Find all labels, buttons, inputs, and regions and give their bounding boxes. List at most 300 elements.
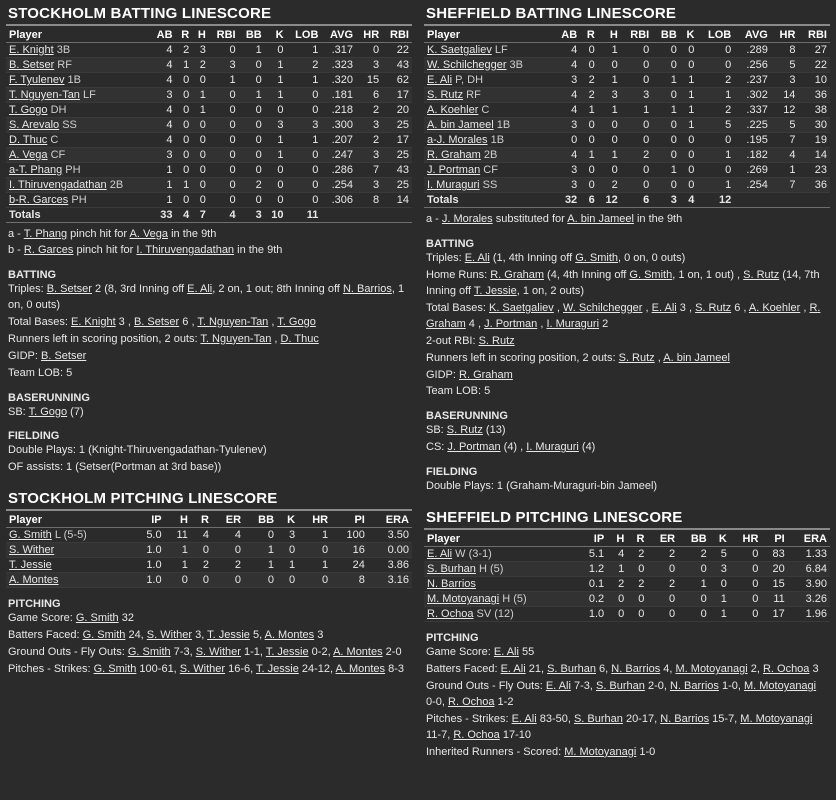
stat-cell: 2 [647, 547, 678, 562]
stat-cell: 0 [192, 148, 209, 163]
table-header-row [424, 532, 830, 547]
player-cell [424, 103, 553, 118]
column-header-player: Player [424, 532, 576, 547]
table-row[interactable] [424, 547, 830, 562]
table-row[interactable] [424, 43, 830, 58]
stat-cell: 1 [244, 543, 277, 558]
column-header-er: ER [212, 513, 244, 528]
column-header-player: Player [6, 513, 132, 528]
stockholm-pitching-table [6, 513, 412, 588]
stat-cell: 0 [192, 118, 209, 133]
player-cell [424, 178, 553, 193]
table-row[interactable] [6, 118, 412, 133]
stat-cell: 17 [382, 88, 412, 103]
stockholm-batting-panel [0, 4, 418, 476]
table-row[interactable] [424, 592, 830, 607]
detail-line: Game Score: E. Ali 55 [426, 646, 535, 659]
stat-cell: 11 [165, 528, 191, 543]
table-row[interactable] [424, 577, 830, 592]
column-header-lob: LOB [697, 28, 734, 43]
table-row[interactable] [6, 73, 412, 88]
table-row[interactable] [6, 193, 412, 208]
stat-cell: 0 [652, 178, 680, 193]
column-header-h: H [165, 513, 191, 528]
detail-line: Team LOB: 5 [426, 385, 491, 398]
stat-cell: 23 [798, 163, 830, 178]
player-position: PH [62, 164, 81, 176]
stat-cell: 1 [697, 88, 734, 103]
player-cell [6, 163, 149, 178]
stat-cell: 0 [598, 58, 621, 73]
column-header-avg: AVG [321, 28, 356, 43]
column-header-hr: HR [730, 532, 762, 547]
stat-cell: 2 [191, 558, 212, 573]
stat-cell: 0 [580, 118, 598, 133]
column-header-bb: BB [239, 28, 265, 43]
stat-cell: 4 [149, 58, 175, 73]
detail-line: a - J. Morales substituted for A. bin Jameel in the 9th [426, 213, 683, 225]
stat-cell: 24 [331, 558, 368, 573]
stat-cell: 1.2 [576, 562, 607, 577]
player-link[interactable]: I. Thiruvengadathan [9, 179, 107, 191]
column-header-ab: AB [149, 28, 175, 43]
stat-cell: 5.0 [132, 528, 164, 543]
player-link[interactable]: A. Koehler [427, 104, 479, 116]
stat-cell: 6.84 [788, 562, 830, 577]
table-row[interactable] [424, 88, 830, 103]
stat-cell: .302 [734, 88, 771, 103]
stat-cell: 1.0 [132, 543, 164, 558]
column-header-r: R [580, 28, 598, 43]
column-header-era: ERA [368, 513, 412, 528]
stat-cell: 0 [176, 163, 193, 178]
stat-cell: 0 [191, 573, 212, 588]
detail-line: OF assists: 1 (Setser(Portman at 3rd base)) [8, 461, 222, 474]
stat-cell: 0 [192, 133, 209, 148]
stat-cell: 0 [239, 103, 265, 118]
stat-cell: 0 [209, 88, 239, 103]
stat-cell: 5.1 [576, 547, 607, 562]
player-cell [424, 577, 576, 592]
stat-cell: 8 [771, 43, 799, 58]
player-link[interactable]: F. Tyulenev [9, 74, 65, 86]
stat-cell: 3.86 [368, 558, 412, 573]
stat-cell: 1 [265, 73, 287, 88]
stat-cell: 2 [580, 88, 598, 103]
stat-cell: 10 [798, 73, 830, 88]
stat-cell: 0 [652, 88, 680, 103]
stat-cell: 1 [298, 558, 331, 573]
stat-cell: 1 [580, 148, 598, 163]
stat-cell: 2 [192, 58, 209, 73]
stat-cell: 0 [627, 607, 647, 622]
stat-cell: 5 [771, 118, 799, 133]
detail-line: Triples: E. Ali (1, 4th Inning off G. Smith, 0 on, 0 outs) [426, 251, 686, 264]
stat-cell: 0 [192, 178, 209, 193]
column-header-er: ER [647, 532, 678, 547]
stat-cell: 20 [761, 562, 787, 577]
table-row[interactable] [6, 178, 412, 193]
table-row[interactable] [424, 607, 830, 622]
column-header-rbi: RBI [382, 28, 412, 43]
player-cell [424, 58, 553, 73]
stat-cell: 0 [209, 193, 239, 208]
stat-cell: 0 [607, 592, 627, 607]
stat-cell: 8 [331, 573, 368, 588]
stat-cell: .286 [321, 163, 356, 178]
stat-cell: 2 [287, 58, 322, 73]
player-link[interactable]: A. Vega [9, 149, 48, 161]
player-link[interactable]: B. Setser [9, 59, 55, 71]
totals-cell: 33 [149, 208, 175, 223]
player-cell [6, 58, 149, 73]
player-link[interactable]: T. Gogo [9, 104, 48, 116]
player-link[interactable]: J. Portman [427, 164, 481, 176]
stat-cell: 3 [553, 163, 581, 178]
stat-cell: 1 [287, 133, 322, 148]
stat-cell: .181 [321, 88, 356, 103]
player-link[interactable]: K. Saetgaliev [427, 44, 492, 56]
detail-line: Ground Outs - Fly Outs: G. Smith 7-3, S. Wither 1-1, T. Jessie 0-2, A. Montes 2-0 [8, 646, 402, 659]
player-link[interactable]: G. Smith [9, 529, 52, 542]
stat-cell: 22 [798, 58, 830, 73]
stat-cell: 0 [265, 43, 287, 58]
table-header-row [424, 28, 830, 43]
player-position: SV (12) [473, 608, 514, 621]
player-link[interactable]: T. Nguyen-Tan [9, 89, 80, 101]
stat-cell: 1 [678, 577, 710, 592]
stat-cell: 0 [192, 193, 209, 208]
stat-cell: 2 [356, 133, 382, 148]
player-position: LF [491, 44, 508, 56]
sheffield-pitching-block [424, 645, 830, 761]
stat-cell: 4 [553, 43, 581, 58]
stat-cell: 0 [652, 148, 680, 163]
column-header-lob: LOB [287, 28, 322, 43]
stat-cell: 0 [192, 163, 209, 178]
stat-cell: 1 [298, 528, 331, 543]
table-row[interactable] [424, 562, 830, 577]
player-position: CF [480, 164, 498, 176]
stat-cell: .207 [321, 133, 356, 148]
stat-cell: 1 [680, 88, 698, 103]
column-header-r: R [176, 28, 193, 43]
stat-cell: 0 [191, 543, 212, 558]
stat-cell: 4 [191, 528, 212, 543]
stat-cell: 1 [265, 148, 287, 163]
totals-cell: 4 [176, 208, 193, 223]
sheffield-pitching-panel [418, 508, 836, 761]
stat-cell: 6 [356, 88, 382, 103]
stat-cell: 2 [621, 148, 652, 163]
stat-cell: 1 [176, 58, 193, 73]
stat-cell: 1 [287, 43, 322, 58]
stat-cell: .320 [321, 73, 356, 88]
table-row[interactable] [6, 58, 412, 73]
stat-cell: 0 [621, 178, 652, 193]
totals-cell: 4 [209, 208, 239, 223]
player-cell [424, 562, 576, 577]
player-position: 1B [64, 74, 81, 86]
stat-cell: 1 [244, 558, 277, 573]
totals-cell: 3 [239, 208, 265, 223]
stat-cell: 0 [598, 118, 621, 133]
sheffield-baserunning-block [424, 423, 830, 456]
stat-cell: 1 [710, 592, 730, 607]
right-column [418, 0, 836, 762]
player-link[interactable]: T. Jessie [9, 559, 52, 572]
stat-cell: 3 [277, 528, 298, 543]
column-header-era: ERA [788, 532, 830, 547]
stat-cell: 1 [580, 103, 598, 118]
stat-cell: 1.96 [788, 607, 830, 622]
stat-cell: 4 [553, 103, 581, 118]
table-row[interactable] [424, 163, 830, 178]
player-link[interactable]: E. Knight [9, 44, 54, 56]
stat-cell: 0 [652, 118, 680, 133]
column-header-hr: HR [356, 28, 382, 43]
stat-cell: 0 [697, 133, 734, 148]
stat-cell: 1 [149, 163, 175, 178]
column-header-k: K [277, 513, 298, 528]
stat-cell: 3.16 [368, 573, 412, 588]
column-header-player: Player [6, 28, 149, 43]
player-link[interactable]: A. Montes [9, 574, 59, 587]
stat-cell: 0 [287, 148, 322, 163]
stat-cell: .306 [321, 193, 356, 208]
stockholm-pitching-block-head: PITCHING [8, 598, 61, 611]
player-cell [424, 73, 553, 88]
player-link[interactable]: W. Schilchegger [427, 59, 507, 71]
table-row[interactable] [6, 103, 412, 118]
player-link[interactable]: S. Rutz [427, 89, 464, 101]
stat-cell: 1 [239, 88, 265, 103]
table-row[interactable] [424, 133, 830, 148]
stockholm-fielding-block-head: FIELDING [8, 430, 60, 443]
stat-cell: 0 [265, 193, 287, 208]
stat-cell: 25 [382, 118, 412, 133]
stockholm-pitching-panel [0, 489, 418, 678]
stat-cell: .300 [321, 118, 356, 133]
stat-cell: 1.0 [576, 607, 607, 622]
stat-cell: .218 [321, 103, 356, 118]
player-link[interactable]: a-J. Morales [427, 134, 488, 146]
table-row[interactable] [6, 528, 412, 543]
stockholm-pitching-title: STOCKHOLM PITCHING LINESCORE [6, 489, 412, 511]
stat-cell: 1 [652, 103, 680, 118]
stat-cell: 0 [652, 133, 680, 148]
detail-line: Batters Faced: G. Smith 24, S. Wither 3, T. Jessie 5, A. Montes 3 [8, 629, 324, 642]
stat-cell: 1 [771, 163, 799, 178]
stat-cell: 3.50 [368, 528, 412, 543]
stat-cell: 2 [239, 178, 265, 193]
stockholm-batting-block-head: BATTING [8, 268, 57, 281]
player-link[interactable]: S. Burhan [427, 563, 476, 576]
column-header-k: K [680, 28, 698, 43]
sheffield-fielding-block [424, 479, 830, 495]
table-row[interactable] [6, 133, 412, 148]
stat-cell: 0 [697, 163, 734, 178]
stat-cell: 7 [771, 133, 799, 148]
stat-cell: 3.26 [788, 592, 830, 607]
player-link[interactable]: a-T. Phang [9, 164, 63, 176]
stat-cell: 2 [627, 547, 647, 562]
totals-cell: 4 [680, 193, 698, 208]
stat-cell: 36 [798, 178, 830, 193]
table-row[interactable] [6, 543, 412, 558]
player-position: 3B [53, 44, 71, 56]
totals-cell: 7 [192, 208, 209, 223]
totals-label: Totals [6, 208, 149, 223]
stockholm-pitching-block [6, 611, 412, 678]
stat-cell: 4 [607, 547, 627, 562]
stat-cell: 0 [647, 607, 678, 622]
player-position: CF [47, 149, 66, 161]
detail-line: b - R. Garces pinch hit for I. Thiruvengadathan in the 9th [8, 243, 283, 256]
table-row[interactable] [6, 558, 412, 573]
player-link[interactable]: R. Ochoa [427, 608, 474, 621]
table-row[interactable] [424, 103, 830, 118]
stat-cell: 0 [678, 562, 710, 577]
table-row[interactable] [6, 43, 412, 58]
column-header-rbi: RBI [798, 28, 830, 43]
detail-line: Total Bases: E. Knight 3 , B. Setser 6 , T. Nguyen-Tan , T. Gogo [8, 315, 316, 328]
stat-cell: 1 [265, 88, 287, 103]
stat-cell: 0 [697, 58, 734, 73]
player-position: 3B [506, 59, 523, 71]
sheffield-batting-block [424, 251, 830, 400]
stat-cell: .289 [734, 43, 771, 58]
stat-cell: 0 [553, 133, 581, 148]
stat-cell: 3 [192, 43, 209, 58]
stat-cell: 7 [771, 178, 799, 193]
stat-cell: 0 [580, 133, 598, 148]
stockholm-baserunning-block [6, 405, 412, 421]
totals-cell: 6 [621, 193, 652, 208]
stat-cell: 1 [165, 558, 191, 573]
stat-cell: 0 [176, 103, 193, 118]
player-link[interactable]: D. Thuc [9, 134, 48, 146]
stat-cell: 62 [382, 73, 412, 88]
stat-cell: 1 [165, 543, 191, 558]
player-link[interactable]: M. Motoyanagi [427, 593, 500, 606]
column-header-h: H [607, 532, 627, 547]
player-cell [6, 193, 149, 208]
stat-cell: 3 [356, 178, 382, 193]
table-row[interactable] [424, 58, 830, 73]
totals-cell: 6 [580, 193, 598, 208]
table-row[interactable] [6, 148, 412, 163]
stat-cell: 30 [798, 118, 830, 133]
player-link[interactable]: E. Ali [427, 74, 453, 86]
stat-cell: 0 [680, 163, 698, 178]
stat-cell: 0 [598, 163, 621, 178]
table-row[interactable] [6, 573, 412, 588]
player-cell [6, 43, 149, 58]
table-row[interactable] [424, 178, 830, 193]
player-link[interactable]: S. Arevalo [9, 119, 60, 131]
stat-cell: 20 [382, 103, 412, 118]
stat-cell: 2 [607, 577, 627, 592]
stat-cell: 1 [239, 43, 265, 58]
table-row[interactable] [6, 163, 412, 178]
player-link[interactable]: N. Barrios [427, 578, 476, 591]
table-row[interactable] [6, 88, 412, 103]
detail-line: GIDP: B. Setser [8, 349, 87, 362]
stat-cell: 1 [176, 178, 193, 193]
player-link[interactable]: R. Graham [427, 149, 481, 161]
column-header-h: H [192, 28, 209, 43]
stat-cell: 0 [680, 148, 698, 163]
player-link[interactable]: E. Ali [427, 548, 453, 561]
column-header-h: H [598, 28, 621, 43]
totals-cell: 10 [265, 208, 287, 223]
player-link[interactable]: S. Wither [9, 544, 55, 557]
stat-cell: 0 [627, 592, 647, 607]
stat-cell: .195 [734, 133, 771, 148]
stat-cell: 4 [149, 103, 175, 118]
sheffield-pitching-block-head: PITCHING [426, 632, 479, 645]
stat-cell: 1 [680, 103, 698, 118]
stat-cell: .269 [734, 163, 771, 178]
stat-cell: 0 [176, 133, 193, 148]
stat-cell: 0 [621, 133, 652, 148]
stat-cell: 0 [239, 73, 265, 88]
stat-cell: 1 [598, 148, 621, 163]
stat-cell: 0 [176, 118, 193, 133]
sheffield-batting-title: SHEFFIELD BATTING LINESCORE [424, 4, 830, 26]
stat-cell: 0 [209, 178, 239, 193]
stat-cell: 2 [212, 558, 244, 573]
stat-cell: 0 [176, 193, 193, 208]
totals-cell: 11 [287, 208, 322, 223]
stat-cell: 2 [627, 577, 647, 592]
column-header-r: R [627, 532, 647, 547]
stat-cell: 0 [652, 43, 680, 58]
sheffield-pitching-table [424, 532, 830, 622]
stat-cell: 43 [382, 58, 412, 73]
player-cell [6, 73, 149, 88]
stat-cell: 0 [580, 163, 598, 178]
player-position: H (5) [475, 563, 504, 576]
stat-cell: 0 [212, 573, 244, 588]
player-link[interactable]: b-R. Garces [9, 194, 69, 206]
stat-cell: 0 [678, 607, 710, 622]
stat-cell: 2 [697, 103, 734, 118]
stat-cell: 3 [265, 118, 287, 133]
stat-cell: 0 [652, 58, 680, 73]
player-link[interactable]: I. Muraguri [427, 179, 480, 191]
table-row[interactable] [424, 73, 830, 88]
totals-row [6, 208, 412, 223]
detail-line: Double Plays: 1 (Graham-Muraguri-bin Jameel) [426, 480, 658, 493]
stat-cell: 0 [287, 88, 322, 103]
stat-cell: 1.0 [132, 573, 164, 588]
stockholm-baserunning-block-head: BASERUNNING [8, 391, 90, 404]
table-row[interactable] [424, 148, 830, 163]
player-cell [424, 133, 553, 148]
totals-cell [771, 193, 799, 208]
stat-cell: 0 [621, 73, 652, 88]
stat-cell: 1.33 [788, 547, 830, 562]
totals-cell [798, 193, 830, 208]
player-position: DH [47, 104, 67, 116]
stat-cell: 2 [580, 73, 598, 88]
stat-cell: 0 [580, 58, 598, 73]
stat-cell: 0 [287, 193, 322, 208]
table-row[interactable] [424, 118, 830, 133]
player-link[interactable]: A. bin Jameel [427, 119, 494, 131]
